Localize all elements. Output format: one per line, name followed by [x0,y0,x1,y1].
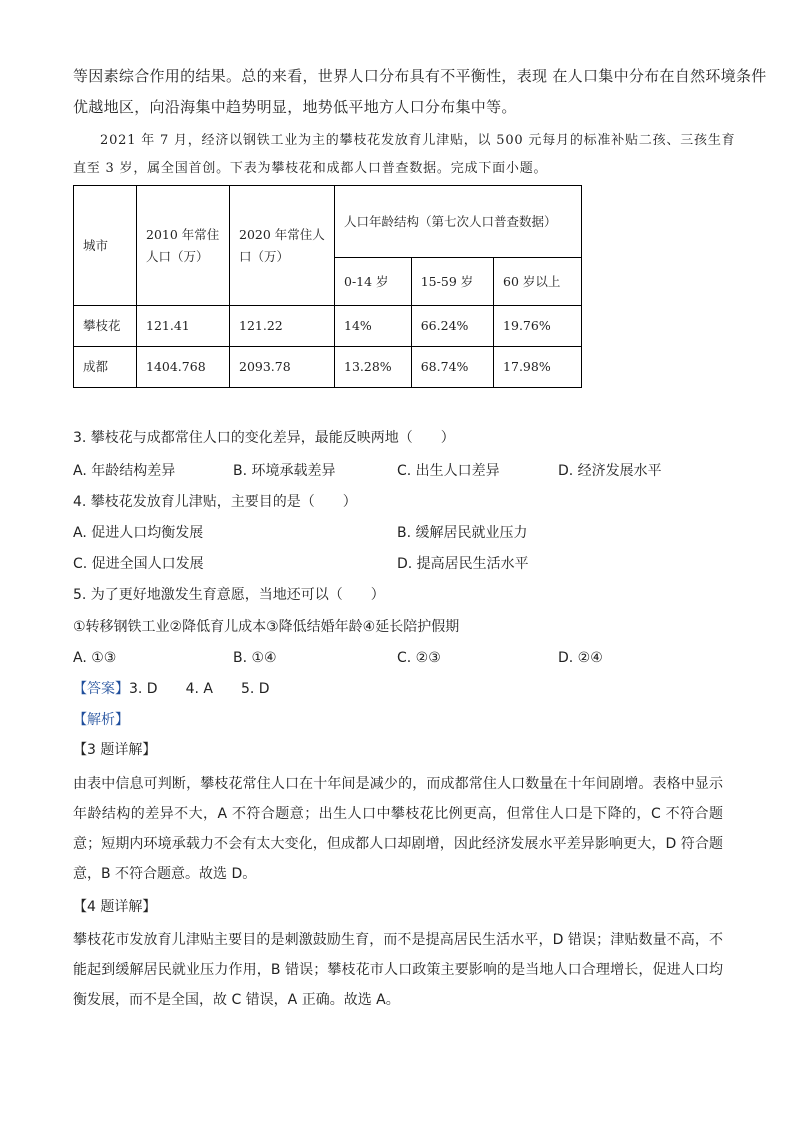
header-age-60: 60 岁以上 [494,258,582,306]
table-row [74,347,582,388]
q5-option-a: A. ①③ [73,650,117,666]
header-age-structure: 人口年龄结构（第七次人口普查数据） [335,186,582,258]
analysis-tag: 【解析】 [73,712,129,728]
detail-3-title: 【3 题详解】 [73,742,157,758]
cell-age-0-14: 14% [335,306,412,347]
cell-city: 攀枝花 [74,306,137,347]
question-5-choices: ①转移钢铁工业②降低育儿成本③降低结婚年龄④延长陪护假期 [73,619,460,635]
q4-option-d: D. 提高居民生活水平 [397,556,529,572]
cell-city: 成都 [74,347,137,388]
q5-option-c: C. ②③ [397,650,441,666]
q4-option-b: B. 缓解居民就业压力 [397,525,528,541]
cell-pop-2020: 121.22 [230,306,335,347]
header-city: 城市 [74,186,137,306]
census-table [73,185,582,388]
passage-line-1: 2021 年 7 月，经济以钢铁工业为主的攀枝花发放育儿津贴，以 500 元每月的标准补贴二孩、三孩生育 [100,133,736,148]
question-3-stem: 3. 攀枝花与成都常住人口的变化差异，最能反映两地（ ） [73,430,455,446]
intro-line-1: 等因素综合作用的结果。总的来看，世界人口分布具有不平衡性，表现 在人口集中分布在自然环境条件 [73,67,767,85]
q3-option-c: C. 出生人口差异 [397,463,500,479]
detail-4-text: 攀枝花市发放育儿津贴主要目的是刺激鼓励生育，而不是提高居民生活水平，D 错误；津贴数量不高，不能起到缓解居民就业压力作用，B 错误；攀枝花市人口政策主要影响的是当地人口合理增长，促进人口均衡发展，而不是全国，故 C 错误，A 正确。故选 A。 [73,932,723,1008]
detail-4-paragraph [73,925,723,1015]
cell-pop-2020: 2093.78 [230,347,335,388]
passage-line-2: 直至 3 岁，属全国首创。下表为攀枝花和成都人口普查数据。完成下面小题。 [73,161,548,176]
header-pop-2020: 2020 年常住人口（万） [230,186,335,306]
table-row [74,306,582,347]
q4-option-a: A. 促进人口均衡发展 [73,525,204,541]
question-5-stem: 5. 为了更好地激发生育意愿，当地还可以（ ） [73,587,385,603]
cell-age-15-59: 66.24% [411,306,493,347]
header-age-15-59: 15-59 岁 [411,258,493,306]
q4-option-c: C. 促进全国人口发展 [73,556,204,572]
q5-option-d: D. ②④ [558,650,603,666]
question-4-stem: 4. 攀枝花发放育儿津贴，主要目的是（ ） [73,494,357,510]
header-pop-2010: 2010 年常住人口（万） [137,186,230,306]
detail-3-paragraph [73,769,723,889]
answer-text: 3. D 4. A 5. D [129,681,270,697]
q3-option-a: A. 年龄结构差异 [73,463,176,479]
answer-tag: 【答案】 [73,681,129,697]
cell-age-60: 19.76% [494,306,582,347]
cell-age-15-59: 68.74% [411,347,493,388]
cell-pop-2010: 121.41 [137,306,230,347]
cell-age-60: 17.98% [494,347,582,388]
intro-line-2: 优越地区，向沿海集中趋势明显，地势低平地方人口分布集中等。 [73,98,517,116]
q3-option-b: B. 环境承载差异 [233,463,336,479]
cell-age-0-14: 13.28% [335,347,412,388]
answer-line [73,679,270,699]
header-age-0-14: 0-14 岁 [335,258,412,306]
cell-pop-2010: 1404.768 [137,347,230,388]
detail-4-title: 【4 题详解】 [73,899,157,915]
q5-option-b: B. ①④ [233,650,277,666]
detail-3-text: 由表中信息可判断，攀枝花常住人口在十年间是减少的，而成都常住人口数量在十年间剧增。表格中显示年龄结构的差异不大，A 不符合题意；出生人口中攀枝花比例更高，但常住人口是下降的，C 不符合题意；短期内环境承载力不会有太大变化，但成都人口却剧增，因此经济发展水平差异影响更大，D 符合题意，B 不符合题意。故选 D。 [73,776,723,882]
q3-option-d: D. 经济发展水平 [558,463,662,479]
